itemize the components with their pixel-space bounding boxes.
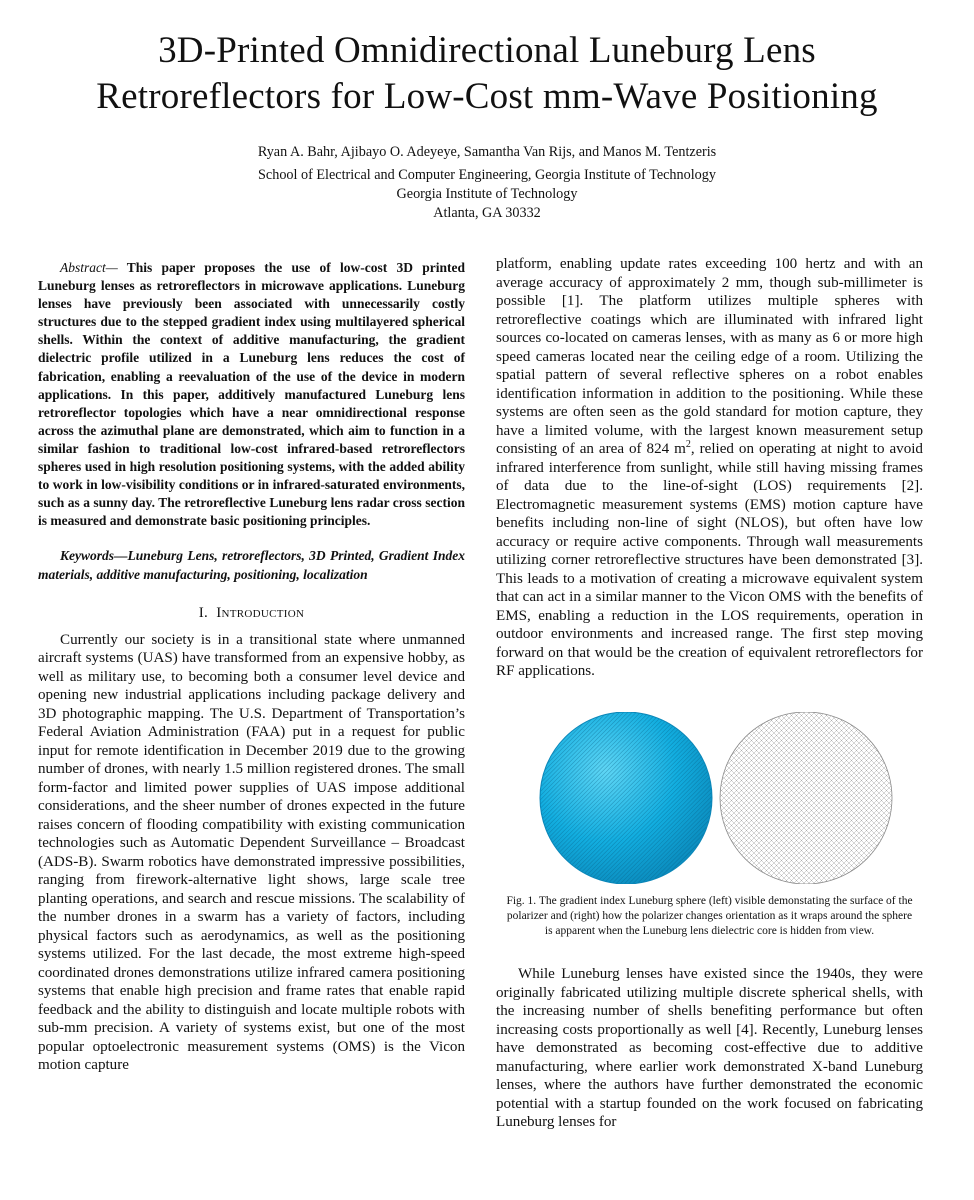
author-names: Ryan A. Bahr, Ajibayo O. Adeyeye, Samantha Van Rijs, and Manos M. Tentzeris [257, 144, 717, 160]
abstract-text: This paper proposes the use of low-cost 3D printed Luneburg lenses as retroreflectors in microwave applications. Luneburg lenses have previously been associated with unnecessarily costly structures due to the stepped gradient index using multilayered spherical shells. Within the context of additive manufacturing, the gradient dielectric profile utilized in a Luneburg lens reduces the cost of fabrication, enabling a reevaluation of the use of the device in modern applications. In this paper, additively manufactured Luneburg lens retroreflector topologies which have a near omnidirectional response across the azimuthal plane are demonstrated, which aim to function in a similar fashion to traditional low-cost infrared-based retroreflectors spheres used in high resolution positioning systems, with the added ability to work in low-visibility conditions or in infrared-saturated environments, such as a sunny day. The retroreflective Luneburg lens radar cross section is measured and demonstrate basic positioning principles. [38, 260, 465, 529]
section-heading-introduction [38, 605, 465, 622]
polarizer-line [496, 712, 540, 884]
abstract [38, 259, 465, 530]
section-number: I. [198, 604, 209, 621]
title-line-1: 3D-Printed Omnidirectional Luneburg Lens [158, 30, 816, 71]
abstract-label: Abstract— [60, 260, 118, 275]
affiliation-address: Atlanta, GA 30332 [433, 205, 541, 221]
polarizer-line [496, 712, 544, 884]
intro-paragraph-2: While Luneburg lenses have existed since the 1940s, they were originally fabricated utilizing multiple discrete spherical shells, with the increasing number of shells benefiting performance but often increasing costs proportionally as well [4]. Recently, Luneburg lenses have demonstrated as becoming cost-effective due to additive manufacturing, where earlier work demonstrated X-band Luneburg lenses, where the authors have further demonstrated the economic potential with a startup founded on the work focused on fabricating Luneburg lenses for [496, 966, 923, 1131]
section-title: Introduction [216, 604, 305, 621]
intro-paragraph-1: Currently our society is in a transitional state where unmanned aircraft systems (UAS) have transformed from an expensive hobby, as well as military use, to becoming both a consumer level device and opening new industrial applications including package delivery and 3D photographic mapping. The U.S. Department of Transportation’s Federal Aviation Administration (FAA) put in a request for public input for remote identification in December 2019 due to the growing number of drones, with nearly 1.5 million registered drones. The small form-factor and limited power supplies of UAS impose additional considerations, and the sheer number of drones expected in the future raises concern of flooding compatibility with existing communication technologies such as Automatic Dependent Surveillance – Broadcast (ADS-B). Swarm robotics have demonstrated impressive possibilities, ranging from firework-alternative light shows, large scale tree planting operations, and search and rescue missions. The scalability of the number drones in a swarm has a variety of factors, including physical factors such as aerodynamics, as well as the positioning systems utilized. For the last decade, the most extreme high-speed coordinated drones demonstrations utilize infrared camera positioning systems that enable high precision and frame rates that enable rapid feedback and the ability to distinguish and locate multiple robots with sub-mm precision. A variety of systems exist, but one of the most popular optoelectronic measurement systems (OMS) is the Vicon motion capture [38, 631, 465, 1074]
right-column [496, 255, 923, 1132]
polarizer-line [888, 712, 923, 884]
title-line-2: Retroreflectors for Low-Cost mm-Wave Positioning [96, 76, 878, 117]
figure-1-image [496, 712, 923, 884]
keywords: Keywords—Luneburg Lens, retroreflectors, 3D Printed, Gradient Index materials, additive manufacturing, positioning, localization [38, 548, 465, 582]
affiliation-school: School of Electrical and Computer Engineering, Georgia Institute of Technology [258, 167, 716, 183]
left-column [38, 259, 465, 1075]
intro-continued-text-a: platform, enabling update rates exceeding 100 hertz and with an average accuracy of approximately 2 mm, though sub-millimeter is possible [1]. The platform utilizes multiple spheres with retroreflective coatings which are illuminated with infrared light sources co-located on cameras lenses, with as many as 6 or more high speed cameras located near the ceiling edge of a room. Utilizing the spatial pattern of several reflective spheres on a robot enables identification information in addition to the positioning. While these systems are often seen as the gold standard for motion capture, they have a limited volume, with the largest known measurement setup consisting of an area of 824 m [496, 256, 923, 457]
author-block [0, 143, 974, 223]
intro-paragraph-continued [496, 255, 923, 681]
figure-1 [496, 712, 923, 884]
figure-1-caption: Fig. 1. The gradient index Luneburg sphere (left) visible demonstating the surface of the polarizer and (right) how the polarizer changes orientation as it wraps around the sphere is apparent when the Luneburg lens dielectric core is hidden from view. [506, 894, 913, 938]
area-unit-superscript: 2 [685, 438, 691, 450]
paper-title [0, 28, 974, 120]
polarizer-line [888, 712, 923, 884]
intro-continued-text-b: , relied on operating at night to avoid infrared interference from sunlight, while still having missing frames of data due to the line-of-sight (LOS) requirements [2]. Electromagnetic measurement systems (EMS) motion capture have benefits including non-line of sight (NLOS), but often have low accuracy or require active components. Through wall measurements utilizing corner retroreflective structures have been demonstrated [3]. This leads to a motivation of creating a microwave equivalent system that can act in a similar manner to the Vicon OMS with the benefits of EMS, enabling a reduction in the LOS requirements, operation in outdoor environments and increased range. The first step moving forward on that would be the creation of equivalent retroreflectors for RF applications. [496, 441, 923, 679]
affiliation-institute: Georgia Institute of Technology [396, 186, 578, 202]
